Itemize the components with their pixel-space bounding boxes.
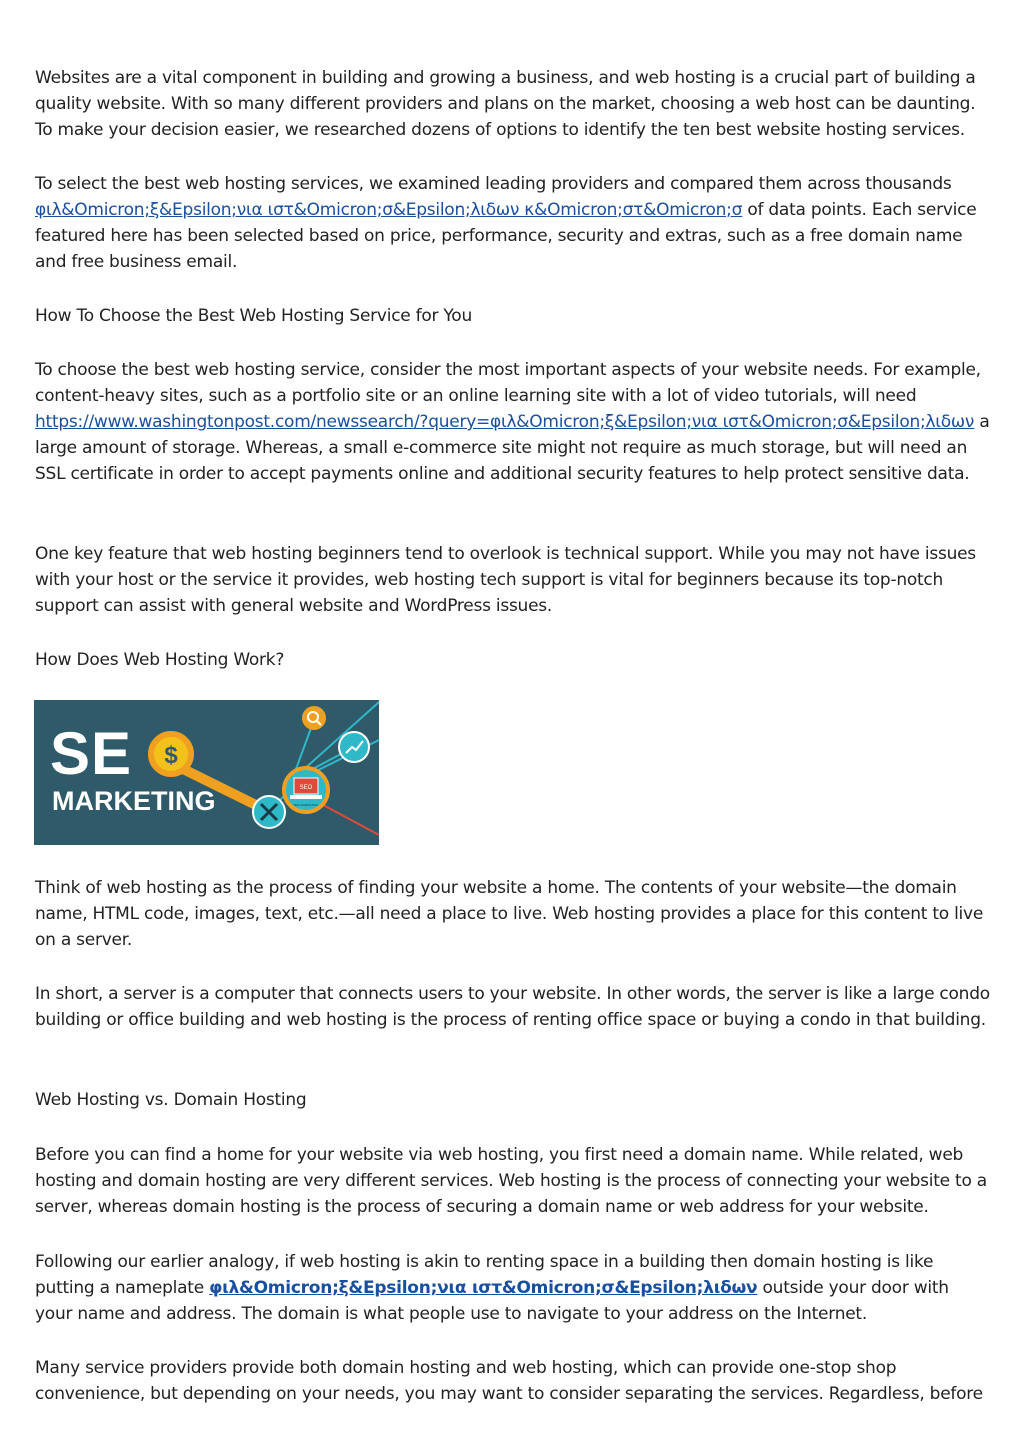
paragraph-choose-text-1: To choose the best web hosting service, consider the most important aspects of your website needs. For example, content-heavy sites, such as a portfolio site or an online learning site with a lot of video tutorials, will need — [35, 360, 981, 406]
heading-how-works: How Does Web Hosting Work? — [35, 650, 285, 670]
inline-link-2[interactable]: https://www.washingtonpost.com/newssearch/?query=φιλ&Omicron;ξ&Epsilon;νια ιστ&Omicron;σ&Epsilon;λιδων — [35, 412, 975, 432]
paragraph-server: In short, a server is a computer that connects users to your website. In other words, the server is like a large condo building or office building and web hosting is the process of renting office space or buying a condo in that building. — [35, 984, 990, 1030]
seo-marketing-image — [34, 700, 379, 845]
paragraph-analogy-text-1: Following our earlier analogy, if web hosting is akin to renting space in a building then domain hosting is like putting a nameplate — [35, 1252, 934, 1298]
magnifier-icon — [302, 706, 326, 730]
svg-text:$: $ — [164, 742, 178, 769]
paragraph-selection-text-1: To select the best web hosting services, we examined leading providers and compared them across thousands — [35, 174, 952, 194]
chart-icon — [339, 732, 369, 762]
paragraph-intro: Websites are a vital component in building and growing a business, and web hosting is a crucial part of building a quality website. With so many different providers and plans on the market, choosing a web host can be daunting. To make your decision easier, we researched dozens of options to identify the ten best website hosting services. — [35, 68, 976, 140]
heading-choose: How To Choose the Best Web Hosting Service for You — [35, 306, 472, 326]
paragraph-selection-text-2: of data points. Each service featured here has been selected based on price, performance, security and extras, such as a free domain name and free business email. — [35, 200, 977, 272]
laptop-label: SEO — [299, 785, 313, 791]
marketing-text: MARKETING — [52, 786, 216, 816]
paragraph-choose-text-2: a large amount of storage. Whereas, a small e-commerce site might not require as much storage, but will need an SSL certificate in order to accept payments online and additional security features to help protect sensitive data. — [35, 412, 990, 484]
paragraph-home: Think of web hosting as the process of finding your website a home. The contents of your website—the domain name, HTML code, images, text, etc.—all need a place to live. Web hosting provides a place for this content to live on a server. — [35, 878, 984, 950]
heading-vs: Web Hosting vs. Domain Hosting — [35, 1090, 307, 1110]
paragraph-analogy — [35, 1249, 990, 1327]
paragraph-analogy-text-2: outside your door with your name and address. The domain is what people use to navigate to your address on the Internet. — [35, 1278, 949, 1324]
inline-link-1[interactable]: φιλ&Omicron;ξ&Epsilon;νια ιστ&Omicron;σ&Epsilon;λιδων κ&Omicron;στ&Omicron;σ — [35, 200, 743, 220]
paragraph-choose — [35, 357, 990, 487]
seo-text: SE — [50, 720, 133, 787]
paragraph-providers: Many service providers provide both domain hosting and web hosting, which can provide one-stop shop convenience, but depending on your needs, you may want to consider separating the services. Regardless, before — [35, 1358, 983, 1404]
paragraph-support: One key feature that web hosting beginners tend to overlook is technical support. While you may not have issues with your host or the service it provides, web hosting tech support is vital for beginners because its top-notch support can assist with general website and WordPress issues. — [35, 544, 976, 616]
paragraph-domain: Before you can find a home for your website via web hosting, you first need a domain name. While related, web hosting and domain hosting are very different services. Web hosting is the process of connecting your website to a server, whereas domain hosting is the process of securing a domain name or web address for your website. — [35, 1145, 987, 1217]
laptop-sub-label: SEO MARKETING — [293, 803, 319, 807]
inline-link-3[interactable]: φιλ&Omicron;ξ&Epsilon;νια ιστ&Omicron;σ&Epsilon;λιδων — [209, 1278, 758, 1298]
paragraph-selection — [35, 171, 990, 275]
